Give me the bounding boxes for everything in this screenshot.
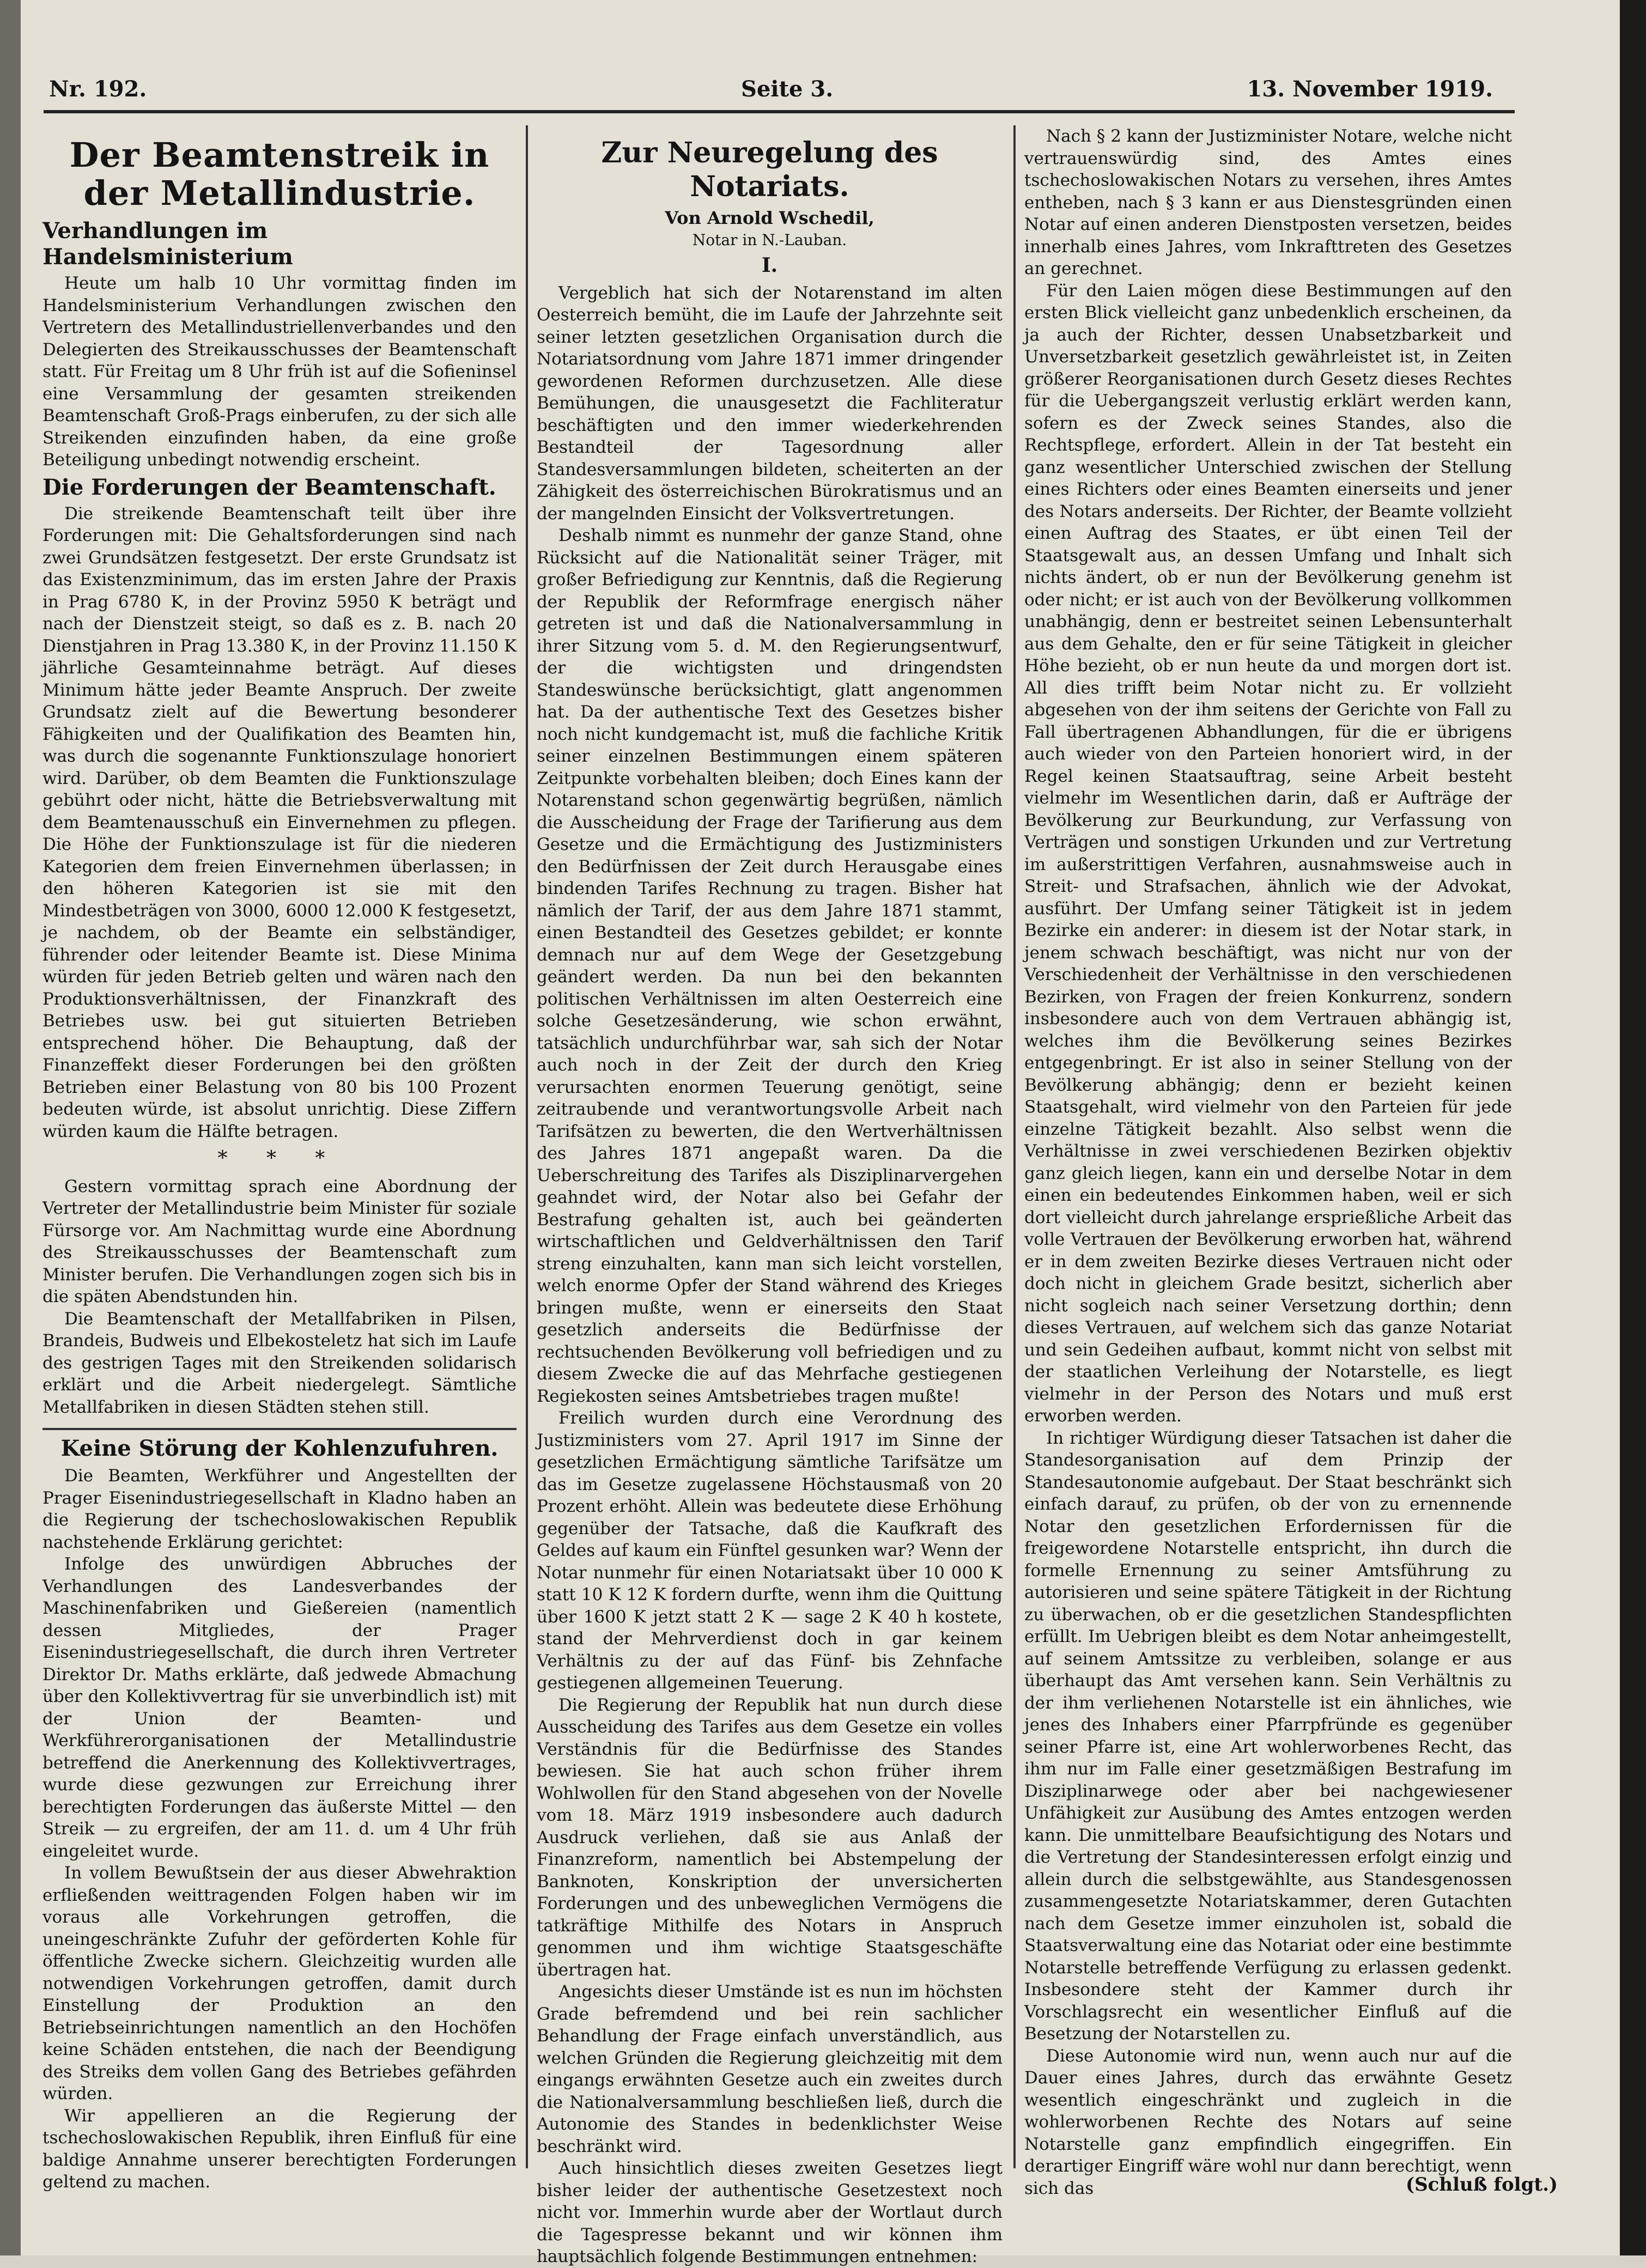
article-title-beamtenstreik: Der Beamtenstreik in der Metallindustrie. <box>69 135 490 213</box>
column-divider <box>526 125 528 2168</box>
paragraph: Die Beamten, Werkführer und Angestellten der Prager Eisenindustriegesellschaft in Kladno haben an die Regierung der tschechoslowakischen Republik nachstehende Erklärung gerichtet: <box>42 1466 517 1552</box>
paragraph: Diese Autonomie wird nun, wenn auch nur auf die Dauer eines Jahres, durch das erwähnte Gesetz wesentlich eingeschränkt und zugleich in die wohlerworbenen Rechte des Notars auf seine Notarstelle ganz empfindlich eingegriffen. Ein derartiger Eingriff wäre wohl nur dann berechtigt, wenn sich das <box>1024 2046 1512 2198</box>
scan-right-edge <box>1620 0 1646 2255</box>
section-stars: * * * <box>217 1147 342 1170</box>
issue-number: Nr. 192. <box>49 76 147 102</box>
subheading-forderungen: Die Forderungen der Beamtenschaft. <box>42 474 496 500</box>
author-role: Notar in N.-Lauban. <box>692 230 847 249</box>
paragraph: Die Beamtenschaft der Metallfabriken in Pilsen, Brandeis, Budweis und Elbekosteletz hat sich im Laufe des gestrigen Tages mit den Streikenden solidarisch erklärt und die Arbeit niedergelegt. Sämtliche Metallfabriken in diesen Städten stehen still. <box>42 1309 517 1417</box>
continuation-mark: (Schluß folgt.) <box>1406 2174 1558 2196</box>
subheading-verhandlungen: Verhandlungen im Handelsministerium <box>42 218 293 270</box>
masthead <box>49 71 1493 109</box>
page-number: Seite 3. <box>741 76 834 102</box>
column-3 <box>1024 125 1512 2212</box>
author-byline: Von Arnold Wschedil, <box>665 208 874 228</box>
article-title-kohlenzufuhren: Keine Störung der Kohlenzufuhren. <box>60 1436 499 1461</box>
paragraph: Deshalb nimmt es nunmehr der ganze Stand, ohne Rücksicht auf die Nationalität seiner Träger, mit großer Befriedigung zur Kenntnis, daß die Regierung der Republik der Reformfrage energisch näher getreten ist und daß die Nationalversammlung in ihrer Sitzung vom 5. d. M. den Regierungsentwurf, der die wichtigsten und dringendsten Standeswünsche berücksichtigt, glatt angenommen hat. Da der authentische Text des Gesetzes bisher noch nicht kundgemacht ist, muß die fachliche Kritik seiner einzelnen Bestimmungen einem späteren Zeitpunkte vorbehalten bleiben; doch Eines kann der Notarenstand schon gegenwärtig begrüßen, nämlich die Ausscheidung der Frage der Tarifierung aus dem Gesetze und die Ermächtigung des Justizministers den Bedürfnissen der Zeit durch Herausgabe eines bindenden Tarifes Rechnung zu tragen. Bisher hat nämlich der Tarif, der aus dem Jahre 1871 stammt, einen Bestandteil des Gesetzes gebildet; er konnte demnach nur auf dem Wege der Gesetzgebung geändert werden. Da nun bei den bekannten politischen Verhältnissen im alten Oesterreich eine solche Gesetzesänderung, wie schon erwähnt, tatsächlich undurchführbar war, sah sich der Notar auch noch in der Zeit der durch den Krieg verursachten enormen Teuerung genötigt, seine zeitraubende und verantwortungsvolle Arbeit nach Tarifsätzen zu bewerten, die den Wertverhältnissen des Jahres 1871 angepaßt waren. Da die Ueberschreitung des Tarifes als Disziplinarvergehen geahndet wird, der Notar also bei Gefahr der Bestrafung gehalten ist, auch bei geänderten wirtschaftlichen und Geldverhältnissen den Tarif streng einzuhalten, kann man sich leicht vorstellen, welch enorme Opfer der Stand während des Krieges bringen mußte, wenn er einerseits den Staat gesetzlich anderseits die Bedürfnisse der rechtsuchenden Bevölkerung voll befriedigen und zu diesem Zwecke die auf das Mehrfache gestiegenen Regiekosten seines Amtsbetriebes tragen mußte! <box>537 526 1003 1406</box>
article-separator <box>42 1428 517 1430</box>
paragraph: Infolge des unwürdigen Abbruches der Verhandlungen des Landesverbandes der Maschinenfabriken und Gießereien (namentlich dessen Mitgliedes, der Prager Eisenindustriegesellschaft, die durch ihren Vertreter Direktor Dr. Maths erklärte, daß jedwede Abmachung über den Kollektivvertrag für sie unverbindlich ist) mit der Union der Beamten- und Werkführerorganisationen der Metallindustrie betreffend die Anerkennung des Kollektivvertrages, wurde diese gezwungen zur Erreichung ihrer berechtigten Forderungen das äußerste Mittel — den Streik — zu ergreifen, der am 11. d. um 4 Uhr früh eingeleitet wurde. <box>42 1554 517 1861</box>
paragraph: Die Regierung der Republik hat nun durch diese Ausscheidung des Tarifes aus dem Gesetze ein volles Verständnis für die Bedürfnisse des Standes bewiesen. Sie hat auch schon früher ihrem Wohlwollen für den Stand abgesehen von der Novelle vom 18. März 1919 insbesondere auch dadurch Ausdruck verliehen, daß sie aus Anlaß der Finanzreform, namentlich bei Abstempelung der Banknoten, Konskription der unversicherten Forderungen und des unbeweglichen Vermögens die tatkräftige Mithilfe des Notars in Anspruch genommen und ihm wichtige Staatsgeschäfte übertragen hat. <box>537 1695 1003 1980</box>
paragraph: Heute um halb 10 Uhr vormittag finden im Handelsministerium Verhandlungen zwischen den Vertretern des Metallindustriellenverbandes und den Delegierten des Streikausschusses der Beamtenschaft statt. Für Freitag um 8 Uhr früh ist auf die Sofieninsel eine Versammlung der gesamten streikenden Beamtenschaft Groß-Prags einberufen, zu der sich alle Streikenden einzufinden haben, da eine große Beteiligung unbedingt notwendig erscheint. <box>42 273 517 470</box>
paragraph: Die streikende Beamtenschaft teilt über ihre Forderungen mit: Die Gehaltsforderungen sind nach zwei Grundsätzen festgesetzt. Der erste Grundsatz ist das Existenzminimum, das im ersten Jahre der Praxis in Prag 6780 K, in der Provinz 5950 K beträgt und nach der Dienstzeit steigt, so daß es z. B. nach 20 Dienstjahren in Prag 13.380 K, in der Provinz 11.150 K jährliche Gesamteinnahme beträgt. Auf dieses Minimum hätte jeder Beamte Anspruch. Der zweite Grundsatz zielt auf die Bewertung besonderer Fähigkeiten und der Qualifikation des Beamten hin, was durch die sogenannte Funktionszulage honoriert wird. Darüber, ob dem Beamten die Funktionszulage gebührt oder nicht, hätte die Betriebsverwaltung mit dem Beamtenausschuß ein Einvernehmen zu pflegen. Die Höhe der Funktionszulage ist für die niederen Kategorien dem freien Einvernehmen überlassen; in den höheren Kategorien ist sie mit den Mindestbeträgen von 3000, 6000 12.000 K festgesetzt, je nachdem, ob der Beamte ein selbständiger, führender oder leitender Beamte ist. Diese Minima würden für jeden Betrieb gelten und wären nach den Produktionsverhältnissen, der Finanzkraft des Betriebes usw. bei gut situierten Betrieben entsprechend höher. Die Behauptung, daß der Finanzeffekt dieser Forderungen bei den größten Betrieben einer Belastung von 80 bis 100 Prozent bedeuten würde, ist absolut unrichtig. Diese Ziffern würden kaum die Hälfte betragen. <box>42 503 517 1141</box>
article-title-notariat: Zur Neuregelung des Notariats. <box>601 136 938 203</box>
section-number: I. <box>761 254 778 277</box>
issue-date: 13. November 1919. <box>1247 76 1493 102</box>
column-2 <box>537 125 1003 2266</box>
scan-left-edge <box>0 0 21 2255</box>
column-divider <box>1013 125 1016 2168</box>
paragraph: Für den Laien mögen diese Bestimmungen auf den ersten Blick vielleicht ganz unbedenklich erscheinen, da ja auch der Richter, dessen Unabsetzbarkeit und Unversetzbarkeit gesetzlich gewährleistet ist, in Zeiten größerer Reorganisationen durch Gesetz dieses Rechtes für die Uebergangszeit verlustig erklärt werden kann, sofern es der Zweck seines Standes, also die Rechtspflege, erfordert. Allein in der Tat besteht ein ganz wesentlicher Unterschied zwischen der Stellung eines Richters oder eines Beamten einerseits und jener des Notars anderseits. Der Richter, der Beamte vollzieht einen Auftrag des Staates, er übt einen Teil der Staatsgewalt aus, an dessen Umfang und Inhalt sich nichts ändert, ob er nun der Bevölkerung genehm ist oder nicht; er ist auch von der Bevölkerung vollkommen unabhängig, denn er bestreitet seinen Lebensunterhalt aus dem Gehalte, den er für seine Tätigkeit in gleicher Höhe bezieht, ob er nun heute da und morgen dort ist. All dies trifft beim Notar nicht zu. Er vollzieht abgesehen von der ihm seitens der Gerichte von Fall zu Fall übertragenen Abhandlungen, für die er übrigens auch wieder von den Parteien honoriert wird, in der Regel keinen Staatsauftrag, seine Arbeit besteht vielmehr im Wesentlichen darin, daß er Aufträge der Bevölkerung zur Beurkundung, zur Verfassung von Verträgen und sonstigen Urkunden und zur Vertretung im außerstrittigen Verfahren, ausnahmsweise auch in Streit- und Strafsachen, ähnlich wie der Advokat, ausführt. Der Umfang seiner Tätigkeit ist in jedem Bezirke ein anderer: in diesem ist der Notar stark, in jenem schwach beschäftigt, was nicht nur von der Verschiedenheit der Verhältnisse in den verschiedenen Bezirken, von Fragen der freien Konkurrenz, sondern insbesondere auch von dem Vertrauen abhängig ist, welches ihm die Bevölkerung seines Bezirkes entgegenbringt. Er ist also in seiner Stellung von der Bevölkerung abhängig; denn er bezieht keinen Staatsgehalt, wird vielmehr von den Parteien für jede einzelne Tätigkeit bezahlt. Also selbst wenn die Verhältnisse in zwei verschiedenen Bezirken objektiv ganz gleich liegen, kann ein und derselbe Notar in dem einen ein bedeutendes Einkommen haben, weil er sich dort vielleicht durch jahrelange ersprießliche Arbeit das volle Vertrauen der Bevölkerung erworben hat, während er in dem zweiten Bezirke dieses Vertrauen nicht oder doch nicht in gleichem Grade besitzt, sicherlich aber nicht sogleich nach seiner Versetzung dorthin; denn dieses Vertrauen, auf welchem sich das ganze Notariat und sein Gedeihen aufbaut, kommt nicht von selbst mit der staatlichen Verleihung der Notarstelle, es liegt vielmehr in der Person des Notars und muß erst erworben werden. <box>1024 281 1512 1426</box>
paragraph: Wir appellieren an die Regierung der tschechoslowakischen Republik, ihren Einfluß für eine baldige Annahme unserer berechtigten Forderungen geltend zu machen. <box>42 2106 517 2192</box>
column-1 <box>42 125 517 2212</box>
paragraph: In richtiger Würdigung dieser Tatsachen ist daher die Standesorganisation auf dem Prinzip der Standesautonomie aufgebaut. Der Staat beschränkt sich einfach darauf, zu prüfen, ob der von zu ernennende Notar den gesetzlichen Erfordernissen für die freigewordene Notarstelle entspricht, ihn durch die formelle Ernennung zu seiner Amtsführung zu autorisieren und seine spätere Tätigkeit in der Richtung zu überwachen, ob er die gesetzlichen Standespflichten erfüllt. Im Uebrigen bleibt es dem Notar anheimgestellt, auf seinem Amtssitze zu verbleiben, solange er aus überhaupt das Amt versehen kann. Sein Verhältnis zu der ihm verliehenen Notarstelle ist ein ähnliches, wie jenes des Inhabers einer Pfarrpfründe es gegenüber seiner Pfarre ist, eine Art wohlerworbenes Recht, das ihm nur im Falle einer gesetzmäßigen Bestrafung im Disziplinarwege oder aber bei nachgewiesener Unfähigkeit zur Ausübung des Amtes entzogen werden kann. Die unmittelbare Beaufsichtigung des Notars und die Vertretung der Standesinteressen erfolgt einzig und allein durch die selbstgewählte, aus Standesgenossen zusammengesetzte Notariatskammer, deren Gutachten nach dem Gesetze immer einzuholen ist, sobald die Staatsverwaltung eine das Notariat oder eine bestimmte Notarstelle betreffende Verfügung zu erlassen gedenkt. Insbesondere steht der Kammer durch ihr Vorschlagsrecht ein wesentlicher Einfluß auf die Besetzung der Notarstellen zu. <box>1024 1428 1512 2044</box>
paragraph: Angesichts dieser Umstände ist es nun im höchsten Grade befremdend und bei rein sachlicher Behandlung der Frage einfach unverständlich, aus welchen Gründen die Regierung gleichzeitig mit dem eingangs erwähnten Gesetze auch ein zweites durch die Nationalversammlung beschließen ließ, durch die Autonomie des Standes in bedenklichster Weise beschränkt wird. <box>537 1982 1003 2156</box>
paragraph: Gestern vormittag sprach eine Abordnung der Vertreter der Metallindustrie beim Minister für soziale Fürsorge vor. Am Nachmittag wurde eine Abordnung des Streikausschusses der Beamtenschaft zum Minister berufen. Die Verhandlungen zogen sich bis in die späten Abendstunden hin. <box>42 1176 517 1306</box>
paragraph: Freilich wurden durch eine Verordnung des Justizministers vom 27. April 1917 im Sinne der gesetzlichen Ermächtigung sämtliche Tarifsätze um das im Gesetze zugelassene Höchstausmaß von 20 Prozent erhöht. Allein was bedeutete diese Erhöhung gegenüber der Tatsache, daß die Kaufkraft des Geldes auf kaum ein Fünftel gesunken war? Wenn der Notar nunmehr für einen Notariatsakt über 10 000 K statt 10 K 12 K fordern durfte, wenn ihm die Quittung über 1600 K jetzt statt 2 K — sage 2 K 40 h kostete, stand der Mehrverdienst doch in gar keinem Verhältnis zu der auf das Fünf- bis Zehnfache gestiegenen allgemeinen Teuerung. <box>537 1408 1003 1693</box>
paragraph: Vergeblich hat sich der Notarenstand im alten Oesterreich bemüht, die im Laufe der Jahrzehnte seit seiner letzten gesetzlichen Organisation durch die Notariatsordnung vom Jahre 1871 immer dringender gewordenen Reformen durchzusetzen. Alle diese Bemühungen, die unausgesetzt die Fachliteratur beschäftigten und den immer wiederkehrenden Bestandteil der Tagesordnung aller Standesversammlungen bildeten, scheiterten an der Zähigkeit des österreichischen Bürokratismus und an der mangelnden Einsicht der Volksvertretungen. <box>537 283 1003 524</box>
header-rule <box>44 110 1515 113</box>
paragraph: Nach § 2 kann der Justizminister Notare, welche nicht vertrauenswürdig sind, des Amtes eines tschechoslowakischen Notars zu versehen, ihres Amtes entheben, nach § 3 kann er aus Dienstesgründen einen Notar auf einen anderen Dienstposten versetzen, beides innerhalb eines Jahres, vom Inkrafttreten des Gesetzes an gerechnet. <box>1024 126 1512 278</box>
paragraph: Auch hinsichtlich dieses zweiten Gesetzes liegt bisher leider der authentische Gesetzestext noch nicht vor. Immerhin wurde aber der Wortlaut durch die Tagespresse bekannt und wir können ihm hauptsächlich folgende Bestimmungen entnehmen: <box>537 2158 1003 2266</box>
paragraph: In vollem Bewußtsein der aus dieser Abwehraktion erfließenden weittragenden Folgen haben wir im voraus alle Vorkehrungen getroffen, die uneingeschränkte Zufuhr der geförderten Kohle für öffentliche Zwecke sichern. Gleichzeitig wurden alle notwendigen Vorkehrungen getroffen, damit durch Einstellung der Produktion an den Betriebseinrichtungen namentlich an den Hochöfen keine Schäden entstehen, die nach der Beendigung des Streiks dem vollen Gang des Betriebes gefährden würden. <box>42 1863 517 2103</box>
